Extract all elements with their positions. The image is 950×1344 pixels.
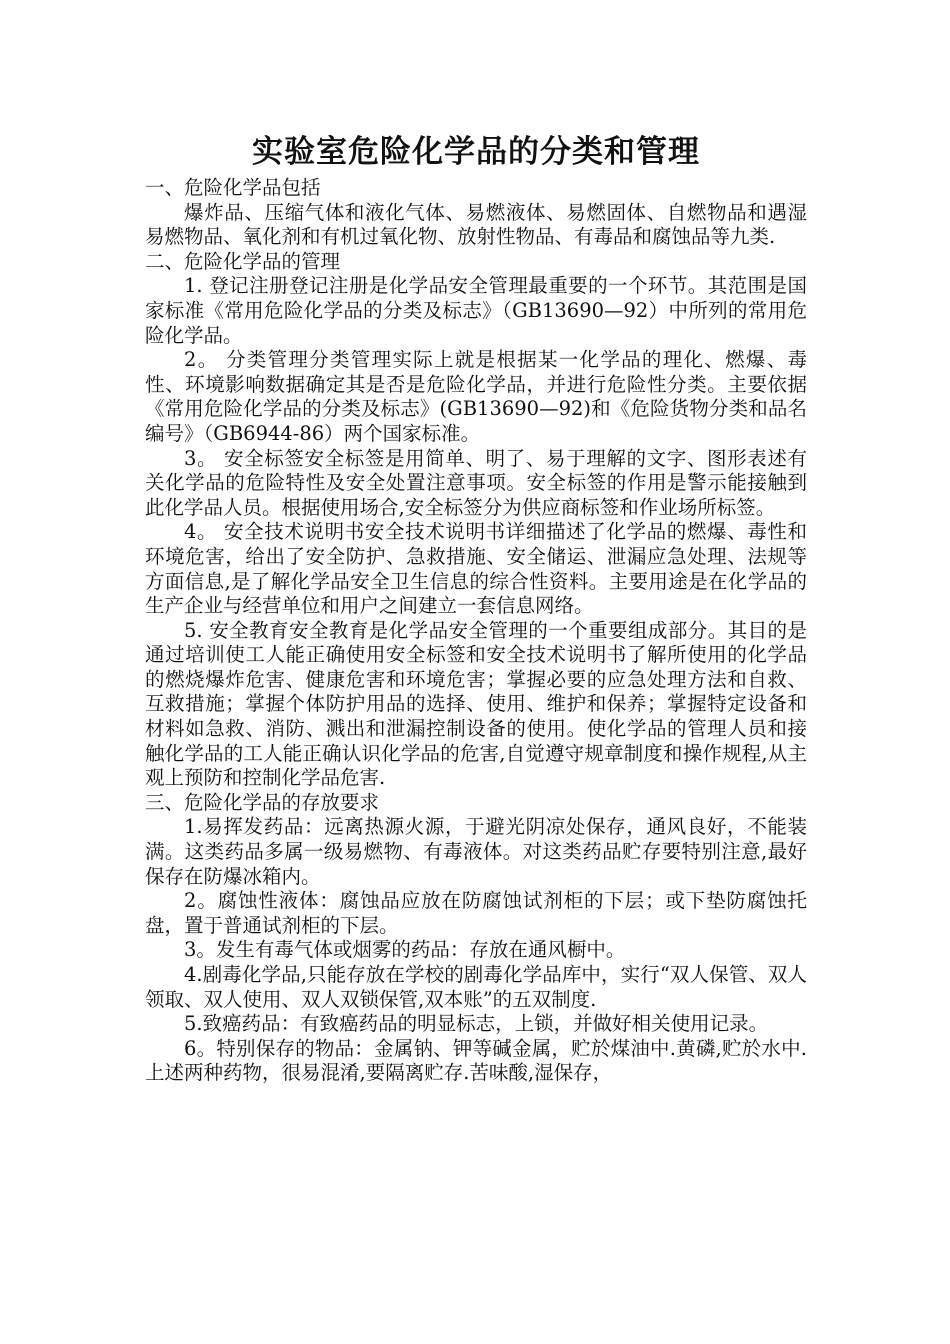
paragraph: 4。 安全技术说明书安全技术说明书详细描述了化学品的燃爆、毒性和环境危害，给出了安全防护、急救措施、安全储运、泄漏应急处理、法规等方面信息,是了解化学品安全卫生信息的综合性资料。主要用途是在化学品的生产企业与经营单位和用户之间建立一套信息网络。 (145, 520, 807, 618)
document-title: 实验室危险化学品的分类和管理 (252, 134, 700, 170)
paragraph: 1.易挥发药品：远离热源火源，于避光阴凉处保存，通风良好，不能装满。这类药品多属一级易燃物、有毒液体。对这类药品贮存要特别注意,最好保存在防爆冰箱内。 (145, 815, 807, 888)
section-1 (145, 176, 807, 250)
section-3 (145, 791, 807, 1086)
section-heading: 一、危险化学品包括 (145, 176, 321, 199)
paragraph: 4.剧毒化学品,只能存放在学校的剧毒化学品库中，实行“双人保管、双人领取、双人使用、双人双锁保管,双本账”的五双制度. (145, 963, 807, 1011)
paragraph: 5. 安全教育安全教育是化学品安全管理的一个重要组成部分。其目的是通过培训使工人能正确使用安全标签和安全技术说明书了解所使用的化学品的燃烧爆炸危害、健康危害和环境危害；掌握必要的应急处理方法和自救、互救措施；掌握个体防护用品的选择、使用、维护和保养；掌握特定设备和材料如急救、消防、溅出和泄漏控制设备的使用。使化学品的管理人员和接触化学品的工人能正确认识化学品的危害,自觉遵守规章制度和操作规程,从主观上预防和控制化学品危害. (145, 618, 807, 790)
section-2 (145, 250, 807, 791)
paragraph: 6。特别保存的物品：金属钠、钾等碱金属，贮於煤油中.黄磷,贮於水中.上述两种药物，很易混淆,要隔离贮存.苦味酸,湿保存， (145, 1036, 807, 1085)
section-heading: 三、危险化学品的存放要求 (145, 790, 380, 814)
paragraph: 5.致癌药品：有致癌药品的明显标志，上锁，并做好相关使用记录。 (184, 1012, 769, 1036)
document-page (145, 130, 807, 1086)
paragraph: 3。 安全标签安全标签是用简单、明了、易于理解的文字、图形表述有关化学品的危险特性及安全处置注意事项。安全标签的作用是警示能接触到此化学品人员。根据使用场合,安全标签分为供应商标签和作业场所标签。 (145, 446, 807, 519)
section-heading: 二、危险化学品的管理 (145, 249, 341, 273)
paragraph: 1. 登记注册登记注册是化学品安全管理最重要的一个环节。其范围是国家标准《常用危险化学品的分类及标志》（GB13690—92）中所列的常用危险化学品。 (145, 274, 807, 347)
paragraph: 3。发生有毒气体或烟雾的药品：存放在通风橱中。 (184, 938, 626, 962)
paragraph: 2。腐蚀性液体：腐蚀品应放在防腐蚀试剂柜的下层；或下垫防腐蚀托盘，置于普通试剂柜的下层。 (145, 889, 807, 937)
paragraph: 爆炸品、压缩气体和液化气体、易燃液体、易燃固体、自燃物品和遇湿易燃物品、氧化剂和有机过氧化物、放射性物品、有毒品和腐蚀品等九类. (145, 200, 807, 249)
paragraph: 2。 分类管理分类管理实际上就是根据某一化学品的理化、燃爆、毒性、环境影响数据确定其是否是危险化学品，并进行危险性分类。主要依据《常用危险化学品的分类及标志》(GB13690—92)和《危险货物分类和品名编号》（GB6944-86）两个国家标准。 (145, 348, 807, 445)
